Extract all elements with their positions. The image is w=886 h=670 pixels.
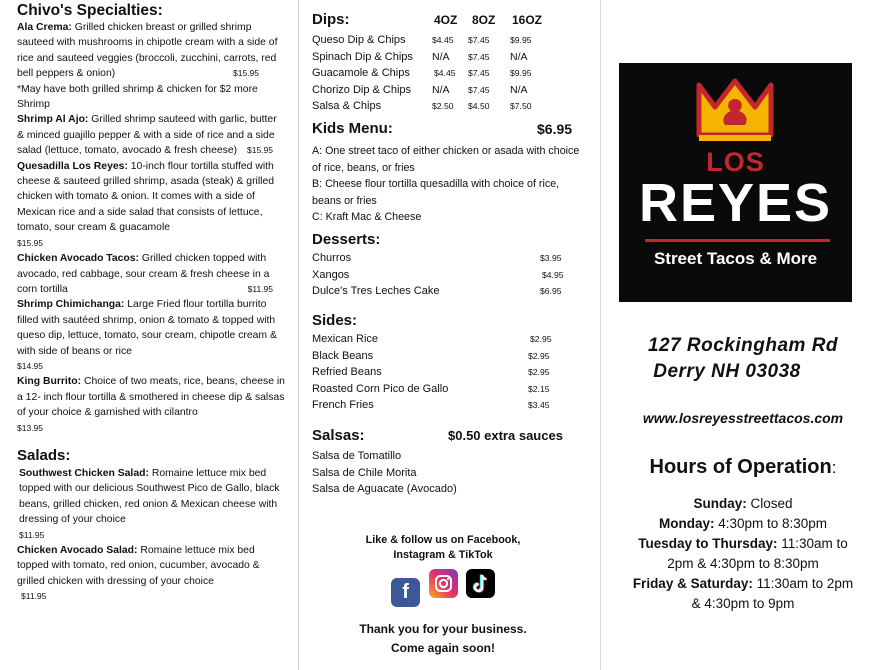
social-text: Like & follow us on Facebook, Instagram & TikTok — [365, 534, 521, 561]
sides-heading: Sides: — [312, 312, 358, 329]
dessert-row: Churros $3.95 — [312, 252, 562, 264]
hours-line: Tuesday to Thursday: 11:30am to 2pm & 4:30pm to 8:30pm — [638, 536, 848, 571]
dessert-row: Dulce's Tres Leches Cake $6.95 — [312, 285, 562, 297]
dips-section — [312, 12, 582, 115]
dip-row: Spinach Dip & Chips N/A $7.45 N/A — [312, 50, 528, 63]
logo-los: LOS — [706, 147, 765, 177]
side-row: Refried Beans $2.95 — [312, 366, 550, 378]
menu-item: Shrimp Chimichanga: Large Fried flour tortilla burrito filled with sautéed shrimp, onion & tomato & topped with queso dip, lettuce, tomato, sour cream, chipotle cream & with side of beans or rice $14.95 — [17, 299, 277, 371]
kids-option: A: One street taco of either chicken or asada with choice of rice, beans, or fries — [312, 145, 580, 174]
facebook-icon[interactable]: f — [391, 578, 420, 607]
thanks-message: Thank you for your business. Come again soon! — [359, 622, 527, 655]
salsa-item: Salsa de Aguacate (Avocado) — [312, 483, 457, 495]
salads-heading: Salads: — [17, 446, 71, 464]
salsas-heading: Salsas: — [312, 427, 365, 444]
logo-tagline: Street Tacos & More — [653, 249, 818, 268]
los-reyes-logo — [619, 63, 852, 302]
size-header: 16OZ — [512, 13, 543, 27]
side-row: French Fries $3.45 — [312, 399, 550, 411]
menu-item-note: *May have both grilled shrimp & chicken for $2 more Shrimp — [17, 83, 258, 111]
kids-heading: Kids Menu: — [312, 120, 393, 137]
social-section — [358, 533, 528, 607]
salsas-section — [312, 428, 582, 498]
dip-row: Queso Dip & Chips $4.45 $7.45 $9.95 — [312, 34, 532, 46]
salsas-extra: $0.50 extra sauces — [448, 428, 563, 443]
kids-option: C: Kraft Mac & Cheese — [312, 211, 422, 223]
website-link[interactable]: www.losreyesstreettacos.com — [642, 410, 844, 426]
hours-list — [600, 494, 886, 614]
hours-line: Friday & Saturday: 11:30am to 2pm & 4:30pm to 9pm — [632, 576, 854, 611]
hours-line: Monday: 4:30pm to 8:30pm — [658, 516, 828, 531]
dip-row: Chorizo Dip & Chips N/A $7.45 N/A — [312, 83, 528, 96]
dip-row: Salsa & Chips $2.50 $4.50 $7.50 — [312, 100, 532, 112]
hours-line: Sunday: Closed — [693, 496, 793, 511]
kids-option: B: Cheese flour tortilla quesadilla with choice of rice, beans or fries — [312, 178, 560, 207]
social-icons — [358, 569, 528, 607]
dessert-row: Xangos $4.95 — [312, 268, 564, 281]
tiktok-icon[interactable] — [466, 569, 495, 598]
dip-row: Guacamole & Chips $4.45 $7.45 $9.95 — [312, 67, 532, 79]
address-line-2: Derry NH 03038 — [653, 361, 801, 382]
menu-column-left — [0, 0, 299, 670]
kids-section — [312, 121, 582, 226]
menu-column-middle — [298, 0, 601, 670]
menu-item: Chicken Avocado Salad: Romaine lettuce mix bed topped with tomato, red onion, cucumber, avocado & grilled chicken with dressing of your choice $11.95 — [17, 545, 260, 602]
menu-item: Quesadilla Los Reyes: 10-inch flour tortilla stuffed with cheese & sauteed grilled shrimp, asada (steak) & grilled chicken with tomato & onion. It comes with a side of Mexican rice and a side salad that consists of lettuce, tomato, sour cream & guacamole $15.95 — [17, 160, 275, 248]
side-row: Roasted Corn Pico de Gallo $2.15 — [312, 382, 550, 395]
size-header: 8OZ — [472, 13, 496, 27]
side-row: Mexican Rice $2.95 — [312, 333, 552, 345]
desserts-heading: Desserts: — [312, 231, 381, 248]
logo-divider — [645, 239, 830, 242]
logo-reyes: REYES — [638, 173, 833, 233]
info-column-right — [600, 0, 886, 670]
desserts-section — [312, 230, 582, 300]
menu-item: Ala Crema: Grilled chicken breast or grilled shrimp sauteed with mushrooms in chipotle cream with a side of rice and sauteed veggies (broccoli, zucchini, carrots, red bell peppers & onion) $15.95 — [17, 22, 278, 80]
salsa-item: Salsa de Tomatillo — [312, 450, 402, 462]
side-row: Black Beans $2.95 — [312, 349, 550, 362]
sides-section — [312, 311, 582, 414]
menu-item: Southwest Chicken Salad: Romaine lettuce mix bed topped with our delicious Southwest Pico de Gallo, black beans, grilled chicken, red onion & Mexican cheese with dressing of your choice $11.95 — [19, 467, 280, 540]
dips-heading: Dips: — [312, 11, 350, 28]
specialties-heading: Chivo's Specialties: — [17, 2, 163, 19]
salsa-item: Salsa de Chile Morita — [312, 466, 417, 479]
menu-item: King Burrito: Choice of two meats, rice, beans, cheese in a 12- inch flour tortilla & smothered in cheese dip & salsas of your choice & garnished with cilantro $13.95 — [17, 376, 285, 433]
menu-item: Chicken Avocado Tacos: Grilled chicken topped with avocado, red cabbage, sour cream & fresh cheese in a corn tortilla $11.95 — [17, 253, 273, 295]
instagram-icon[interactable] — [429, 569, 458, 598]
menu-item: Shrimp Al Ajo: Grilled shrimp sauteed with garlic, butter & minced guajillo pepper & with a side of rice and a side salad (lettuce, tomato, avocado & fresh cheese) $15.95 — [17, 114, 277, 157]
kids-price: $6.95 — [537, 121, 573, 137]
hours-heading: Hours of Operation: — [649, 456, 837, 478]
size-header: 4OZ — [434, 13, 458, 27]
address-line-1: 127 Rockingham Rd — [647, 335, 839, 356]
